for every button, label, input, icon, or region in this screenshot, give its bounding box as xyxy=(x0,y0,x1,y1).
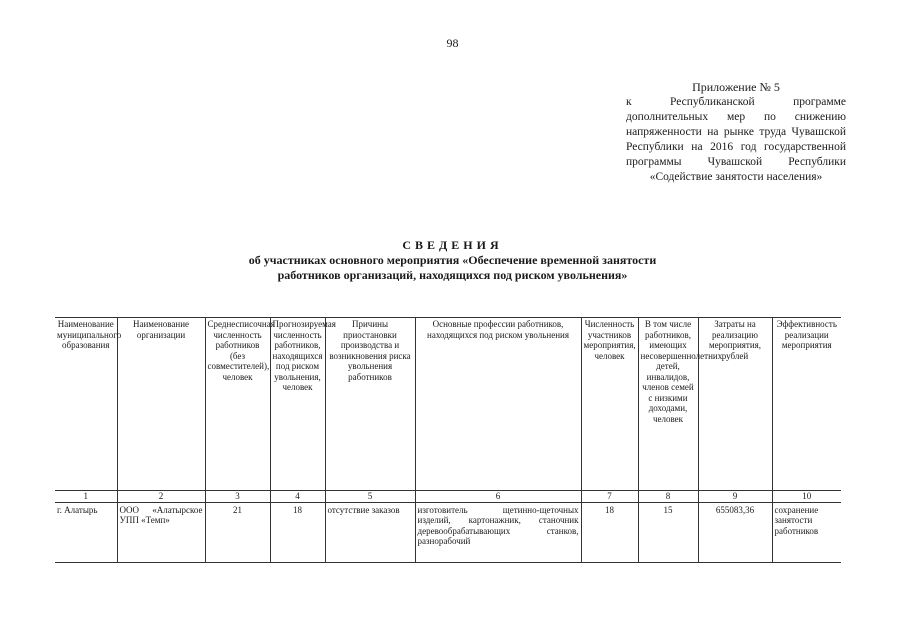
column-number: 7 xyxy=(581,491,638,503)
appendix-note xyxy=(626,80,846,185)
header-of-which: В том числе работников, имеющих несовершеннолетних детей, инвалидов, членов семей с низкими доходами, человек xyxy=(638,318,698,491)
cell-of-which: 15 xyxy=(638,502,698,562)
header-organization: Наименование организации xyxy=(117,318,205,491)
appendix-heading: Приложение № 5 xyxy=(692,80,780,94)
cell-professions: изготовитель щетинно-щеточных изделий, картонажник, станочник деревообрабатывающих станков, разнорабочий xyxy=(415,502,581,562)
header-costs: Затраты на реализацию мероприятия, рублей xyxy=(698,318,772,491)
cell-at-risk: 18 xyxy=(270,502,325,562)
document-title xyxy=(0,238,905,283)
cell-organization: ООО «Алатырское УПП «Темп» xyxy=(117,502,205,562)
column-number: 8 xyxy=(638,491,698,503)
header-avg-staff: Среднесписочная численность работников (без совместителей), человек xyxy=(205,318,270,491)
column-number: 9 xyxy=(698,491,772,503)
page-number: 98 xyxy=(446,36,459,50)
cell-reasons: отсутствие заказов xyxy=(325,502,415,562)
column-number: 2 xyxy=(117,491,205,503)
column-number: 10 xyxy=(772,491,841,503)
cell-avg-staff: 21 xyxy=(205,502,270,562)
title-main: СВЕДЕНИЯ xyxy=(402,238,503,252)
column-number: 6 xyxy=(415,491,581,503)
header-effect: Эффективность реализации мероприятия xyxy=(772,318,841,491)
header-municipality: Наименование муниципального образования xyxy=(55,318,117,491)
column-number: 1 xyxy=(55,491,117,503)
table-row xyxy=(55,502,841,562)
column-number: 5 xyxy=(325,491,415,503)
header-at-risk: Прогнозируемая численность работников, находящихся под риском увольнения, человек xyxy=(270,318,325,491)
cell-municipality: г. Алатырь xyxy=(55,502,117,562)
header-reasons: Причины приостановки производства и возникновения риска увольнения работников xyxy=(325,318,415,491)
cell-participants: 18 xyxy=(581,502,638,562)
participants-table xyxy=(55,317,841,563)
appendix-text: к Республиканской программе дополнительных мер по снижению напряженности на рынке труда Чувашской Республики на 2016 год государственной программы Чувашской Республики «Содействие занятости населения» xyxy=(626,96,846,183)
title-line-1: об участниках основного мероприятия «Обеспечение временной занятости xyxy=(248,253,657,267)
title-line-2: работников организаций, находящихся под риском увольнения» xyxy=(277,268,628,282)
column-numbers-row xyxy=(55,491,841,503)
header-professions: Основные профессии работников, находящихся под риском увольнения xyxy=(415,318,581,491)
cell-effect: сохранение занятости работников xyxy=(772,502,841,562)
column-number: 3 xyxy=(205,491,270,503)
column-number: 4 xyxy=(270,491,325,503)
cell-costs: 655083,36 xyxy=(698,502,772,562)
header-participants: Численность участников мероприятия, человек xyxy=(581,318,638,491)
